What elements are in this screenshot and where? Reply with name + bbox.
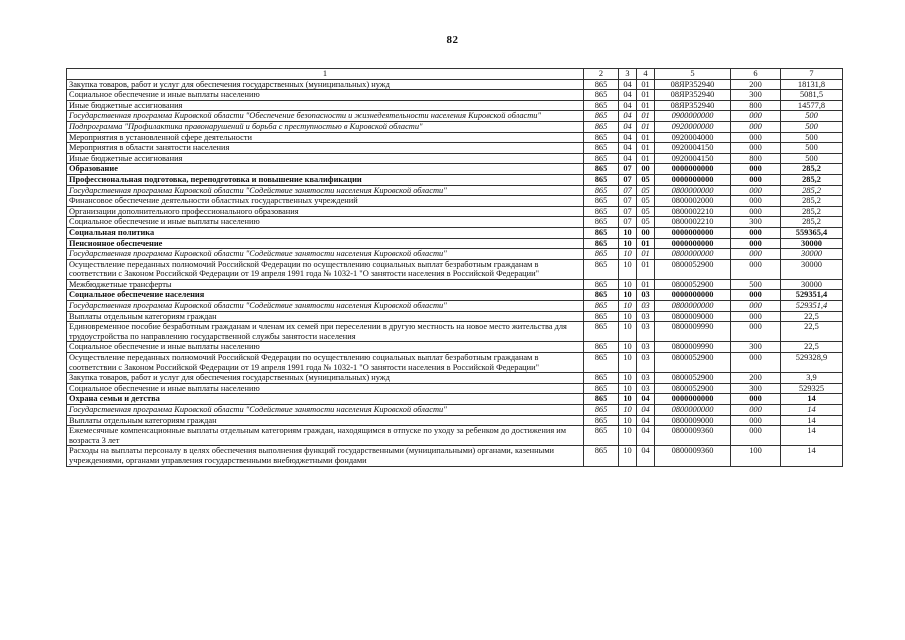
row-name-cell: Подпрограмма "Профилактика правонарушений и борьба с преступностью в Кировской области" xyxy=(67,121,584,132)
grbs-cell: 865 xyxy=(584,185,619,196)
subsection-cell: 05 xyxy=(637,185,655,196)
grbs-cell: 865 xyxy=(584,290,619,301)
header-cell: 4 xyxy=(637,69,655,80)
amount-cell: 500 xyxy=(781,121,843,132)
row-name-cell: Социальное обеспечение и иные выплаты населению xyxy=(67,217,584,228)
expense-type-cell: 000 xyxy=(731,311,781,322)
table-row xyxy=(67,311,843,322)
expense-type-cell: 800 xyxy=(731,100,781,111)
grbs-cell: 865 xyxy=(584,383,619,394)
table-row xyxy=(67,426,843,446)
expense-type-cell: 500 xyxy=(731,279,781,290)
target-article-cell: 0800009990 xyxy=(655,322,731,342)
amount-cell: 14577,8 xyxy=(781,100,843,111)
target-article-cell: 0920000000 xyxy=(655,121,731,132)
section-cell: 04 xyxy=(619,79,637,90)
row-name-cell: Профессиональная подготовка, переподготовка и повышение квалификации xyxy=(67,174,584,185)
section-cell: 07 xyxy=(619,185,637,196)
table-row xyxy=(67,121,843,132)
section-cell: 04 xyxy=(619,90,637,101)
table-row xyxy=(67,279,843,290)
expense-type-cell: 000 xyxy=(731,353,781,373)
grbs-cell: 865 xyxy=(584,322,619,342)
target-article-cell: 0800009360 xyxy=(655,426,731,446)
row-name-cell: Закупка товаров, работ и услуг для обеспечения государственных (муниципальных) нужд xyxy=(67,79,584,90)
section-cell: 07 xyxy=(619,217,637,228)
section-cell: 10 xyxy=(619,342,637,353)
expense-type-cell: 000 xyxy=(731,259,781,279)
amount-cell: 14 xyxy=(781,394,843,405)
amount-cell: 14 xyxy=(781,446,843,466)
amount-cell: 30000 xyxy=(781,249,843,260)
table-row xyxy=(67,353,843,373)
target-article-cell: 0800002000 xyxy=(655,196,731,207)
table-row xyxy=(67,342,843,353)
grbs-cell: 865 xyxy=(584,373,619,384)
row-name-cell: Социальное обеспечение населения xyxy=(67,290,584,301)
expense-type-cell: 000 xyxy=(731,174,781,185)
subsection-cell: 05 xyxy=(637,217,655,228)
target-article-cell: 0920004150 xyxy=(655,153,731,164)
amount-cell: 30000 xyxy=(781,259,843,279)
grbs-cell: 865 xyxy=(584,143,619,154)
target-article-cell: 0800000000 xyxy=(655,249,731,260)
table-row xyxy=(67,322,843,342)
expense-type-cell: 000 xyxy=(731,405,781,416)
target-article-cell: 0800052900 xyxy=(655,383,731,394)
section-cell: 04 xyxy=(619,121,637,132)
subsection-cell: 05 xyxy=(637,196,655,207)
subsection-cell: 01 xyxy=(637,132,655,143)
table-row xyxy=(67,174,843,185)
amount-cell: 22,5 xyxy=(781,342,843,353)
expense-type-cell: 000 xyxy=(731,121,781,132)
table-row xyxy=(67,227,843,238)
subsection-cell: 01 xyxy=(637,111,655,122)
target-article-cell: 0000000000 xyxy=(655,164,731,175)
subsection-cell: 05 xyxy=(637,174,655,185)
grbs-cell: 865 xyxy=(584,415,619,426)
expense-type-cell: 000 xyxy=(731,111,781,122)
subsection-cell: 03 xyxy=(637,383,655,394)
table-row xyxy=(67,383,843,394)
section-cell: 10 xyxy=(619,383,637,394)
table-row xyxy=(67,394,843,405)
section-cell: 10 xyxy=(619,249,637,260)
grbs-cell: 865 xyxy=(584,164,619,175)
grbs-cell: 865 xyxy=(584,342,619,353)
row-name-cell: Государственная программа Кировской области "Содействие занятости населения Кировской области" xyxy=(67,249,584,260)
grbs-cell: 865 xyxy=(584,311,619,322)
section-cell: 07 xyxy=(619,196,637,207)
section-cell: 10 xyxy=(619,353,637,373)
grbs-cell: 865 xyxy=(584,353,619,373)
section-cell: 07 xyxy=(619,174,637,185)
grbs-cell: 865 xyxy=(584,405,619,416)
expense-type-cell: 000 xyxy=(731,301,781,312)
target-article-cell: 0800052900 xyxy=(655,259,731,279)
row-name-cell: Выплаты отдельным категориям граждан xyxy=(67,415,584,426)
subsection-cell: 01 xyxy=(637,153,655,164)
row-name-cell: Государственная программа Кировской области "Содействие занятости населения Кировской области" xyxy=(67,405,584,416)
section-cell: 10 xyxy=(619,373,637,384)
grbs-cell: 865 xyxy=(584,394,619,405)
grbs-cell: 865 xyxy=(584,111,619,122)
table-row xyxy=(67,79,843,90)
amount-cell: 285,2 xyxy=(781,217,843,228)
section-cell: 10 xyxy=(619,311,637,322)
subsection-cell: 03 xyxy=(637,290,655,301)
target-article-cell: 0000000000 xyxy=(655,394,731,405)
amount-cell: 285,2 xyxy=(781,174,843,185)
section-cell: 10 xyxy=(619,394,637,405)
row-name-cell: Осуществление переданных полномочий Российской Федерации по осуществлению социальных выплат безработным гражданам в соответствии с Законом Российской Федерации от 19 апреля 1991 года № 1032-1 "О занятости населения в Российской Федерации" xyxy=(67,259,584,279)
expense-type-cell: 000 xyxy=(731,227,781,238)
row-name-cell: Ежемесячные компенсационные выплаты отдельным категориям граждан, находящимся в отпуске по уходу за ребенком до достижения им возраста 3 лет xyxy=(67,426,584,446)
budget-table xyxy=(66,68,843,467)
section-cell: 10 xyxy=(619,227,637,238)
expense-type-cell: 000 xyxy=(731,415,781,426)
grbs-cell: 865 xyxy=(584,259,619,279)
amount-cell: 529351,4 xyxy=(781,290,843,301)
amount-cell: 5081,5 xyxy=(781,90,843,101)
row-name-cell: Закупка товаров, работ и услуг для обеспечения государственных (муниципальных) нужд xyxy=(67,373,584,384)
amount-cell: 22,5 xyxy=(781,322,843,342)
expense-type-cell: 000 xyxy=(731,164,781,175)
subsection-cell: 04 xyxy=(637,446,655,466)
row-name-cell: Пенсионное обеспечение xyxy=(67,238,584,249)
table-row xyxy=(67,217,843,228)
amount-cell: 22,5 xyxy=(781,311,843,322)
subsection-cell: 03 xyxy=(637,353,655,373)
amount-cell: 30000 xyxy=(781,238,843,249)
target-article-cell: 0800052900 xyxy=(655,373,731,384)
target-article-cell: 0800009000 xyxy=(655,415,731,426)
subsection-cell: 01 xyxy=(637,143,655,154)
target-article-cell: 0000000000 xyxy=(655,227,731,238)
header-cell: 5 xyxy=(655,69,731,80)
grbs-cell: 865 xyxy=(584,90,619,101)
subsection-cell: 03 xyxy=(637,322,655,342)
table-row xyxy=(67,373,843,384)
grbs-cell: 865 xyxy=(584,301,619,312)
grbs-cell: 865 xyxy=(584,174,619,185)
target-article-cell: 0800009360 xyxy=(655,446,731,466)
subsection-cell: 01 xyxy=(637,249,655,260)
section-cell: 10 xyxy=(619,279,637,290)
table-row xyxy=(67,111,843,122)
grbs-cell: 865 xyxy=(584,153,619,164)
grbs-cell: 865 xyxy=(584,206,619,217)
row-name-cell: Социальное обеспечение и иные выплаты населению xyxy=(67,383,584,394)
section-cell: 10 xyxy=(619,290,637,301)
amount-cell: 500 xyxy=(781,132,843,143)
target-article-cell: 0800002210 xyxy=(655,206,731,217)
expense-type-cell: 000 xyxy=(731,196,781,207)
row-name-cell: Организации дополнительного профессионального образования xyxy=(67,206,584,217)
amount-cell: 18131,8 xyxy=(781,79,843,90)
section-cell: 10 xyxy=(619,322,637,342)
row-name-cell: Единовременное пособие безработным гражданам и членам их семей при переселении в другую местность на новое место жительства для трудоустройства по направлению государственной службы занятости населения xyxy=(67,322,584,342)
page-number: 82 xyxy=(446,34,459,46)
target-article-cell: 0920004150 xyxy=(655,143,731,154)
amount-cell: 3,9 xyxy=(781,373,843,384)
table-row xyxy=(67,143,843,154)
subsection-cell: 04 xyxy=(637,394,655,405)
amount-cell: 500 xyxy=(781,153,843,164)
target-article-cell: 0900000000 xyxy=(655,111,731,122)
row-name-cell: Финансовое обеспечение деятельности областных государственных учреждений xyxy=(67,196,584,207)
row-name-cell: Социальное обеспечение и иные выплаты населению xyxy=(67,90,584,101)
section-cell: 04 xyxy=(619,153,637,164)
target-article-cell: 0800000000 xyxy=(655,301,731,312)
row-name-cell: Государственная программа Кировской области "Обеспечение безопасности и жизнедеятельности населения Кировской области" xyxy=(67,111,584,122)
subsection-cell: 01 xyxy=(637,90,655,101)
section-cell: 10 xyxy=(619,415,637,426)
row-name-cell: Расходы на выплаты персоналу в целях обеспечения выполнения функций государственными (муниципальными) органами, казенными учреждениями, органами управления государственными внебюджетными фондами xyxy=(67,446,584,466)
amount-cell: 529325 xyxy=(781,383,843,394)
target-article-cell: 08ЯР352940 xyxy=(655,90,731,101)
expense-type-cell: 200 xyxy=(731,79,781,90)
target-article-cell: 0800000000 xyxy=(655,405,731,416)
row-name-cell: Выплаты отдельным категориям граждан xyxy=(67,311,584,322)
section-cell: 10 xyxy=(619,426,637,446)
grbs-cell: 865 xyxy=(584,79,619,90)
expense-type-cell: 100 xyxy=(731,446,781,466)
section-cell: 10 xyxy=(619,301,637,312)
expense-type-cell: 200 xyxy=(731,373,781,384)
subsection-cell: 03 xyxy=(637,301,655,312)
table-row xyxy=(67,132,843,143)
section-cell: 04 xyxy=(619,132,637,143)
subsection-cell: 03 xyxy=(637,342,655,353)
expense-type-cell: 000 xyxy=(731,132,781,143)
table-row xyxy=(67,290,843,301)
target-article-cell: 0800002210 xyxy=(655,217,731,228)
expense-type-cell: 300 xyxy=(731,90,781,101)
section-cell: 10 xyxy=(619,405,637,416)
target-article-cell: 0000000000 xyxy=(655,174,731,185)
target-article-cell: 08ЯР352940 xyxy=(655,79,731,90)
amount-cell: 14 xyxy=(781,405,843,416)
amount-cell: 14 xyxy=(781,426,843,446)
subsection-cell: 01 xyxy=(637,79,655,90)
subsection-cell: 00 xyxy=(637,227,655,238)
subsection-cell: 04 xyxy=(637,405,655,416)
amount-cell: 285,2 xyxy=(781,206,843,217)
header-cell: 3 xyxy=(619,69,637,80)
expense-type-cell: 000 xyxy=(731,322,781,342)
subsection-cell: 04 xyxy=(637,415,655,426)
grbs-cell: 865 xyxy=(584,446,619,466)
expense-type-cell: 000 xyxy=(731,143,781,154)
expense-type-cell: 300 xyxy=(731,217,781,228)
subsection-cell: 01 xyxy=(637,100,655,111)
table-row xyxy=(67,153,843,164)
target-article-cell: 0920004000 xyxy=(655,132,731,143)
row-name-cell: Межбюджетные трансферты xyxy=(67,279,584,290)
grbs-cell: 865 xyxy=(584,196,619,207)
grbs-cell: 865 xyxy=(584,227,619,238)
row-name-cell: Государственная программа Кировской области "Содействие занятости населения Кировской области" xyxy=(67,301,584,312)
row-name-cell: Иные бюджетные ассигнования xyxy=(67,100,584,111)
grbs-cell: 865 xyxy=(584,100,619,111)
table-row xyxy=(67,259,843,279)
section-cell: 07 xyxy=(619,164,637,175)
table-row xyxy=(67,446,843,466)
row-name-cell: Образование xyxy=(67,164,584,175)
header-cell: 7 xyxy=(781,69,843,80)
expense-type-cell: 000 xyxy=(731,426,781,446)
target-article-cell: 0800009000 xyxy=(655,311,731,322)
row-name-cell: Иные бюджетные ассигнования xyxy=(67,153,584,164)
grbs-cell: 865 xyxy=(584,217,619,228)
row-name-cell: Социальная политика xyxy=(67,227,584,238)
amount-cell: 500 xyxy=(781,111,843,122)
section-cell: 10 xyxy=(619,259,637,279)
expense-type-cell: 300 xyxy=(731,383,781,394)
amount-cell: 559365,4 xyxy=(781,227,843,238)
expense-type-cell: 000 xyxy=(731,206,781,217)
subsection-cell: 03 xyxy=(637,311,655,322)
grbs-cell: 865 xyxy=(584,132,619,143)
table-row xyxy=(67,405,843,416)
expense-type-cell: 300 xyxy=(731,342,781,353)
header-cell: 1 xyxy=(67,69,584,80)
subsection-cell: 01 xyxy=(637,259,655,279)
subsection-cell: 01 xyxy=(637,279,655,290)
grbs-cell: 865 xyxy=(584,279,619,290)
subsection-cell: 00 xyxy=(637,164,655,175)
target-article-cell: 0000000000 xyxy=(655,238,731,249)
table-row xyxy=(67,238,843,249)
amount-cell: 14 xyxy=(781,415,843,426)
amount-cell: 285,2 xyxy=(781,164,843,175)
expense-type-cell: 000 xyxy=(731,185,781,196)
target-article-cell: 0800052900 xyxy=(655,279,731,290)
subsection-cell: 01 xyxy=(637,238,655,249)
subsection-cell: 04 xyxy=(637,426,655,446)
header-cell: 6 xyxy=(731,69,781,80)
row-name-cell: Охрана семьи и детства xyxy=(67,394,584,405)
expense-type-cell: 000 xyxy=(731,249,781,260)
amount-cell: 500 xyxy=(781,143,843,154)
target-article-cell: 0800000000 xyxy=(655,185,731,196)
section-cell: 10 xyxy=(619,446,637,466)
table-row xyxy=(67,415,843,426)
target-article-cell: 08ЯР352940 xyxy=(655,100,731,111)
table-row xyxy=(67,301,843,312)
table-row xyxy=(67,90,843,101)
table-row xyxy=(67,164,843,175)
row-name-cell: Мероприятия в установленной сфере деятельности xyxy=(67,132,584,143)
expense-type-cell: 000 xyxy=(731,238,781,249)
expense-type-cell: 000 xyxy=(731,394,781,405)
grbs-cell: 865 xyxy=(584,121,619,132)
section-cell: 10 xyxy=(619,238,637,249)
table-row xyxy=(67,100,843,111)
amount-cell: 529351,4 xyxy=(781,301,843,312)
target-article-cell: 0000000000 xyxy=(655,290,731,301)
grbs-cell: 865 xyxy=(584,426,619,446)
section-cell: 07 xyxy=(619,206,637,217)
section-cell: 04 xyxy=(619,111,637,122)
target-article-cell: 0800052900 xyxy=(655,353,731,373)
row-name-cell: Осуществление переданных полномочий Российской Федерации по осуществлению социальных выплат безработным гражданам в соответствии с Законом Российской Федерации от 19 апреля 1991 года № 1032-1 "О занятости населения в Российской Федерации" xyxy=(67,353,584,373)
target-article-cell: 0800009990 xyxy=(655,342,731,353)
section-cell: 04 xyxy=(619,143,637,154)
table-row xyxy=(67,196,843,207)
row-name-cell: Социальное обеспечение и иные выплаты населению xyxy=(67,342,584,353)
section-cell: 04 xyxy=(619,100,637,111)
row-name-cell: Государственная программа Кировской области "Содействие занятости населения Кировской области" xyxy=(67,185,584,196)
expense-type-cell: 800 xyxy=(731,153,781,164)
row-name-cell: Мероприятия в области занятости населения xyxy=(67,143,584,154)
table-row xyxy=(67,185,843,196)
table-header-row xyxy=(67,69,843,80)
amount-cell: 285,2 xyxy=(781,185,843,196)
expense-type-cell: 000 xyxy=(731,290,781,301)
amount-cell: 285,2 xyxy=(781,196,843,207)
amount-cell: 529328,9 xyxy=(781,353,843,373)
header-cell: 2 xyxy=(584,69,619,80)
grbs-cell: 865 xyxy=(584,238,619,249)
subsection-cell: 01 xyxy=(637,121,655,132)
table-row xyxy=(67,206,843,217)
grbs-cell: 865 xyxy=(584,249,619,260)
subsection-cell: 03 xyxy=(637,373,655,384)
amount-cell: 30000 xyxy=(781,279,843,290)
subsection-cell: 05 xyxy=(637,206,655,217)
table-row xyxy=(67,249,843,260)
